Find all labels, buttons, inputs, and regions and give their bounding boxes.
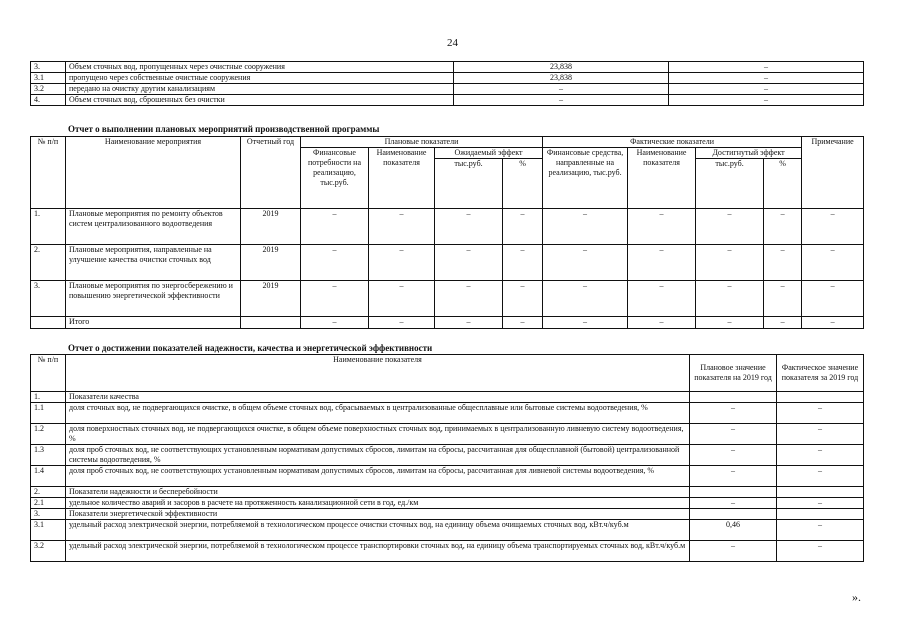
row-name: Плановые мероприятия по энергосбережению и повышению энергетической эффективности: [66, 281, 241, 317]
table-row: [31, 466, 864, 487]
hdr-plan-fin: Финансовые потребности на реализацию, тыс.руб.: [301, 148, 369, 209]
hdr2-name: Наименование показателя: [66, 355, 690, 392]
row-cell: –: [696, 209, 764, 245]
row-cell: –: [764, 317, 802, 329]
row-note: –: [669, 62, 864, 73]
row-number: 1.4: [31, 466, 66, 487]
row-cell: –: [435, 245, 503, 281]
row-fact: –: [777, 445, 864, 466]
row-note: –: [669, 95, 864, 106]
hdr2-num: № п/п: [31, 355, 66, 392]
row-number: 3.: [31, 281, 66, 317]
row-year: [241, 317, 301, 329]
row-cell: –: [628, 317, 696, 329]
row-year: 2019: [241, 245, 301, 281]
row-name: Показатели качества: [66, 392, 690, 403]
row-name: передано на очистку другим канализациям: [66, 84, 454, 95]
hdr-fact-fin: Финансовые средства, направленные на реализацию, тыс.руб.: [543, 148, 628, 209]
row-cell: –: [369, 281, 435, 317]
row-plan: –: [690, 424, 777, 445]
row-number: 2.1: [31, 498, 66, 509]
row-fact: –: [777, 403, 864, 424]
table-row: [31, 498, 864, 509]
row-name: пропущено через собственные очистные сооружения: [66, 73, 454, 84]
table-row: [31, 520, 864, 541]
hdr-plan-rub: тыс.руб.: [435, 159, 503, 209]
hdr2-fact: Фактическое значение показателя за 2019 год: [777, 355, 864, 392]
row-number: 3.: [31, 509, 66, 520]
row-name: Объем сточных вод, сброшенных без очистки: [66, 95, 454, 106]
row-plan: –: [690, 466, 777, 487]
row-cell: –: [543, 209, 628, 245]
row-cell: –: [543, 245, 628, 281]
row-number: 1.3: [31, 445, 66, 466]
row-number: 3.1: [31, 520, 66, 541]
row-value: –: [454, 84, 669, 95]
row-cell: –: [301, 245, 369, 281]
table-row: [31, 392, 864, 403]
row-number: 2.: [31, 487, 66, 498]
row-fact: –: [777, 520, 864, 541]
table-row: [31, 209, 864, 245]
row-cell: –: [435, 317, 503, 329]
table-row: [31, 245, 864, 281]
row-number: 3.2: [31, 84, 66, 95]
row-cell: –: [435, 209, 503, 245]
row-plan: –: [690, 541, 777, 562]
row-cell: –: [369, 317, 435, 329]
table-row: [31, 424, 864, 445]
hdr-fact-rub: тыс.руб.: [696, 159, 764, 209]
row-number: 3.2: [31, 541, 66, 562]
row-cell: –: [369, 245, 435, 281]
row-name: доля проб сточных вод, не соответствующих установленным нормативам допустимых сбросов, лимитам на сбросы, рассчитанная для ливневой системы водоотведения, %: [66, 466, 690, 487]
row-cell: –: [628, 245, 696, 281]
hdr-note: Примечание: [802, 137, 864, 209]
hdr-plan-ind: Наименование показателя: [369, 148, 435, 209]
row-cell: –: [764, 245, 802, 281]
report2-title: Отчет о достижении показателей надежности, качества и энергетической эффективности: [68, 343, 433, 353]
row-cell: –: [543, 281, 628, 317]
table-row: [31, 445, 864, 466]
row-number: 4.: [31, 95, 66, 106]
row-year: 2019: [241, 281, 301, 317]
row-cell: –: [764, 281, 802, 317]
row-cell: –: [696, 317, 764, 329]
row-cell: –: [543, 317, 628, 329]
row-plan: [690, 509, 777, 520]
row-note: –: [669, 73, 864, 84]
closing-mark: ».: [852, 590, 861, 604]
table-row: [31, 73, 864, 84]
hdr2-plan: Плановое значение показателя на 2019 год: [690, 355, 777, 392]
row-number: 1.: [31, 392, 66, 403]
row-fact: [777, 509, 864, 520]
measures-table-body: [31, 209, 864, 329]
table-row: [31, 95, 864, 106]
row-cell: –: [301, 209, 369, 245]
row-name: Итого: [66, 317, 241, 329]
row-number: 3.: [31, 62, 66, 73]
row-number: 1.: [31, 209, 66, 245]
row-plan: –: [690, 403, 777, 424]
table-row: [31, 84, 864, 95]
table-row: [31, 62, 864, 73]
table-row: [31, 509, 864, 520]
row-value: 23,838: [454, 62, 669, 73]
row-plan: [690, 487, 777, 498]
hdr-fact-ind: Наименование показателя: [628, 148, 696, 209]
row-number: [31, 317, 66, 329]
row-note: –: [669, 84, 864, 95]
hdr-name: Наименование мероприятия: [66, 137, 241, 209]
row-cell: –: [802, 281, 864, 317]
indicators-table-body: [31, 392, 864, 562]
hdr-fact-effect: Достигнутый эффект: [696, 148, 802, 159]
row-name: Показатели надежности и бесперебойности: [66, 487, 690, 498]
row-cell: –: [301, 317, 369, 329]
measures-table: [30, 136, 864, 329]
row-cell: –: [503, 245, 543, 281]
row-value: –: [454, 95, 669, 106]
row-plan: 0,46: [690, 520, 777, 541]
row-cell: –: [802, 245, 864, 281]
row-cell: –: [628, 281, 696, 317]
table-row: [31, 281, 864, 317]
row-fact: –: [777, 498, 864, 509]
row-cell: –: [503, 317, 543, 329]
hdr-num: № п/п: [31, 137, 66, 209]
row-name: удельное количество аварий и засоров в расчете на протяженность канализационной сети в год, ед./км: [66, 498, 690, 509]
row-cell: –: [369, 209, 435, 245]
volume-table: [30, 61, 864, 106]
table-row: [31, 403, 864, 424]
row-fact: –: [777, 424, 864, 445]
row-name: удельный расход электрической энергии, потребляемой в технологическом процессе транспортировки сточных вод, на единицу объема транспортируемых сточных вод, кВт.ч/куб.м: [66, 541, 690, 562]
table-row: [31, 487, 864, 498]
row-fact: –: [777, 541, 864, 562]
row-cell: –: [435, 281, 503, 317]
row-fact: [777, 392, 864, 403]
row-value: 23,838: [454, 73, 669, 84]
row-name: Показатели энергетической эффективности: [66, 509, 690, 520]
row-name: удельный расход электрической энергии, потребляемой в технологическом процессе очистки сточных вод, на единицу объема очищаемых сточных вод, кВт.ч/куб.м: [66, 520, 690, 541]
row-number: 1.1: [31, 403, 66, 424]
row-name: Объем сточных вод, пропущенных через очистные сооружения: [66, 62, 454, 73]
hdr-fact-pct: %: [764, 159, 802, 209]
row-fact: [777, 487, 864, 498]
row-name: доля сточных вод, не подвергающихся очистке, в общем объеме сточных вод, сбрасываемых в централизованные общесплавные или бытовые системы водоотведения, %: [66, 403, 690, 424]
hdr-plan-pct: %: [503, 159, 543, 209]
report1-title: Отчет о выполнении плановых мероприятий производственной программы: [68, 124, 380, 134]
row-cell: –: [696, 281, 764, 317]
row-name: доля поверхностных сточных вод, не подвергающихся очистке, в общем объеме поверхностных сточных вод, принимаемых в централизованную ливневую систему водоотведения, %: [66, 424, 690, 445]
hdr-year: Отчетный год: [241, 137, 301, 209]
row-name: Плановые мероприятия, направленные на улучшение качества очистки сточных вод: [66, 245, 241, 281]
row-plan: –: [690, 445, 777, 466]
row-fact: –: [777, 466, 864, 487]
row-cell: –: [628, 209, 696, 245]
volume-table-body: [31, 62, 864, 106]
row-number: 2.: [31, 245, 66, 281]
row-plan: –: [690, 498, 777, 509]
indicators-table: [30, 354, 864, 562]
row-cell: –: [503, 209, 543, 245]
row-year: 2019: [241, 209, 301, 245]
row-name: доля проб сточных вод, не соответствующих установленным нормативам допустимых сбросов, лимитам на сбросы, рассчитанная для общесплавной (бытовой) централизованной системы водоотведения, %: [66, 445, 690, 466]
row-name: Плановые мероприятия по ремонту объектов систем централизованного водоотведения: [66, 209, 241, 245]
row-cell: –: [764, 209, 802, 245]
row-cell: –: [503, 281, 543, 317]
row-cell: –: [696, 245, 764, 281]
row-cell: –: [301, 281, 369, 317]
row-plan: [690, 392, 777, 403]
row-cell: –: [802, 317, 864, 329]
hdr-plan-effect: Ожидаемый эффект: [435, 148, 543, 159]
table-row: [31, 317, 864, 329]
hdr-actual: Фактические показатели: [543, 137, 802, 148]
row-number: 1.2: [31, 424, 66, 445]
table-row: [31, 541, 864, 562]
row-cell: –: [802, 209, 864, 245]
row-number: 3.1: [31, 73, 66, 84]
page-number: 24: [447, 37, 458, 49]
hdr-planned: Плановые показатели: [301, 137, 543, 148]
